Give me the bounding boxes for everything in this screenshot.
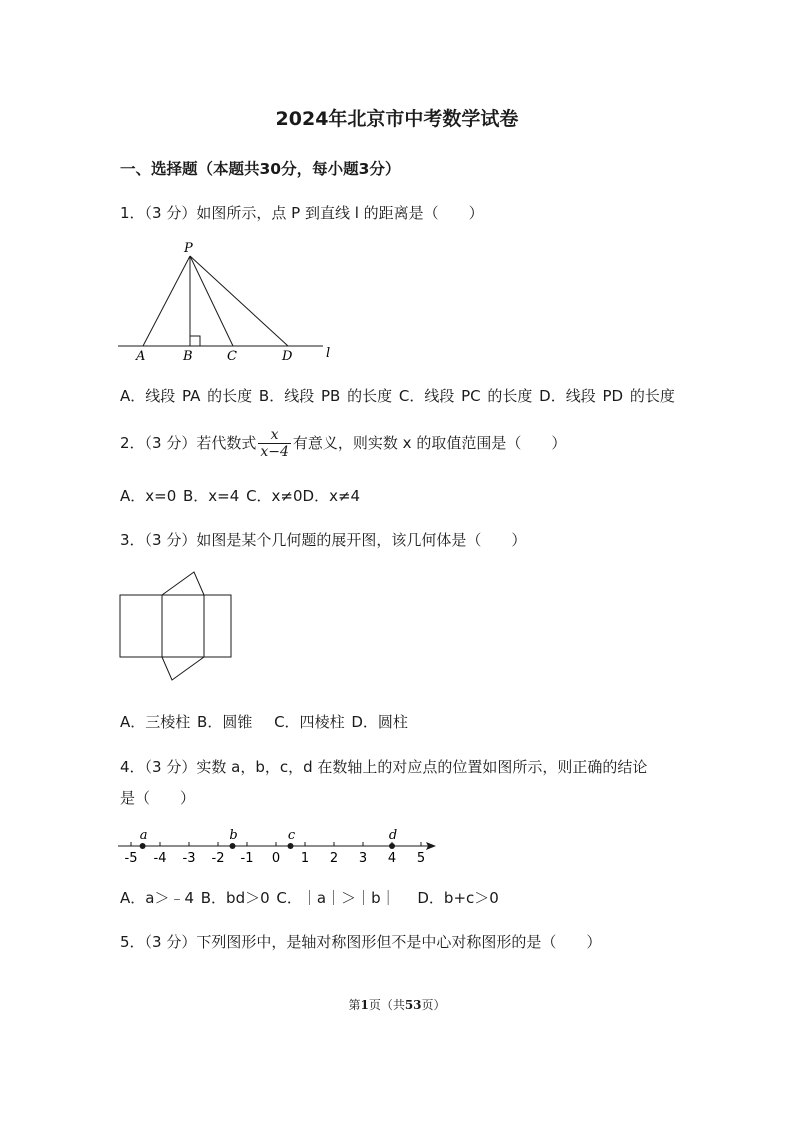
footer-mid: 页（共 bbox=[368, 998, 405, 1012]
point-c bbox=[288, 843, 294, 849]
question-5-text: 5．（3 分）下列图形中，是轴对称图形但不是中心对称图形的是（ ） bbox=[120, 933, 602, 951]
point-label-a: a bbox=[139, 828, 148, 843]
fraction-numerator: x bbox=[258, 427, 291, 444]
question-1-text: 1．（3 分）如图所示，点 P 到直线 l 的距离是（ ） bbox=[120, 204, 484, 222]
tick-label: 1 bbox=[300, 851, 310, 866]
question-4-number-line bbox=[110, 822, 440, 866]
tick-label: 5 bbox=[416, 851, 426, 866]
segment-pa bbox=[143, 256, 190, 346]
question-2-options: A．x=0 B．x=4 C．x≠0D．x≠4 bbox=[120, 487, 361, 505]
question-3-text: 3．（3 分）如图是某个几何题的展开图，该几何体是（ ） bbox=[120, 531, 527, 549]
label-a: A bbox=[136, 349, 146, 364]
tick-label: -3 bbox=[182, 851, 196, 866]
question-4-text-line1: 4．（3 分）实数 a，b，c，d 在数轴上的对应点的位置如图所示，则正确的结论 bbox=[120, 758, 648, 776]
tick-label: 2 bbox=[329, 851, 339, 866]
net-top-triangle bbox=[162, 572, 204, 595]
footer-page-number: 1 bbox=[360, 998, 369, 1012]
tick-label: 4 bbox=[387, 851, 397, 866]
question-2-suffix: 有意义，则实数 x 的取值范围是（ ） bbox=[292, 434, 567, 452]
label-d: D bbox=[282, 349, 293, 364]
question-4-text-line2: 是（ ） bbox=[120, 789, 196, 807]
point-a bbox=[140, 843, 146, 849]
question-3-net-figure bbox=[115, 568, 240, 698]
tick-label: -4 bbox=[153, 851, 167, 866]
point-b bbox=[230, 843, 236, 849]
question-3-options: A．三棱柱 B．圆锥 C．四棱柱 D．圆柱 bbox=[120, 713, 408, 731]
fraction bbox=[258, 427, 291, 460]
question-1-options: A．线段 PA 的长度 B．线段 PB 的长度 C．线段 PC 的长度 D．线段 PD 的长度 bbox=[120, 387, 675, 405]
point-label-d: d bbox=[388, 828, 398, 843]
label-p: P bbox=[184, 241, 193, 256]
net-rectangles bbox=[120, 595, 231, 657]
label-l: l bbox=[326, 346, 331, 361]
page-footer bbox=[0, 996, 794, 1013]
question-2-text bbox=[120, 427, 566, 460]
point-label-c: c bbox=[287, 828, 296, 843]
page-title: 2024年北京市中考数学试卷 bbox=[275, 108, 519, 130]
label-b: B bbox=[183, 349, 193, 364]
fraction-denominator: x−4 bbox=[260, 444, 289, 460]
question-4-options: A．a＞﹣4 B．bd＞0 C．｜a｜＞｜b｜ D．b+c＞0 bbox=[120, 889, 499, 907]
footer-post: 页） bbox=[421, 998, 446, 1012]
section-heading: 一、选择题（本题共30分，每小题3分） bbox=[120, 160, 401, 178]
right-angle-mark bbox=[190, 336, 200, 346]
point-d bbox=[389, 843, 395, 849]
tick-label: 0 bbox=[271, 851, 281, 866]
question-2-prefix: 2．（3 分）若代数式 bbox=[120, 434, 257, 452]
tick-label: -5 bbox=[124, 851, 138, 866]
point-label-b: b bbox=[229, 828, 238, 843]
segment-pc bbox=[190, 256, 233, 346]
net-bottom-triangle bbox=[162, 657, 204, 680]
tick-label: 3 bbox=[358, 851, 368, 866]
footer-pre: 第 bbox=[348, 998, 361, 1012]
question-1-figure bbox=[110, 236, 350, 364]
footer-total-pages: 53 bbox=[404, 998, 422, 1012]
tick-label: -2 bbox=[211, 851, 225, 866]
label-c: C bbox=[227, 349, 237, 364]
segment-pd bbox=[190, 256, 288, 346]
tick-label: -1 bbox=[240, 851, 254, 866]
